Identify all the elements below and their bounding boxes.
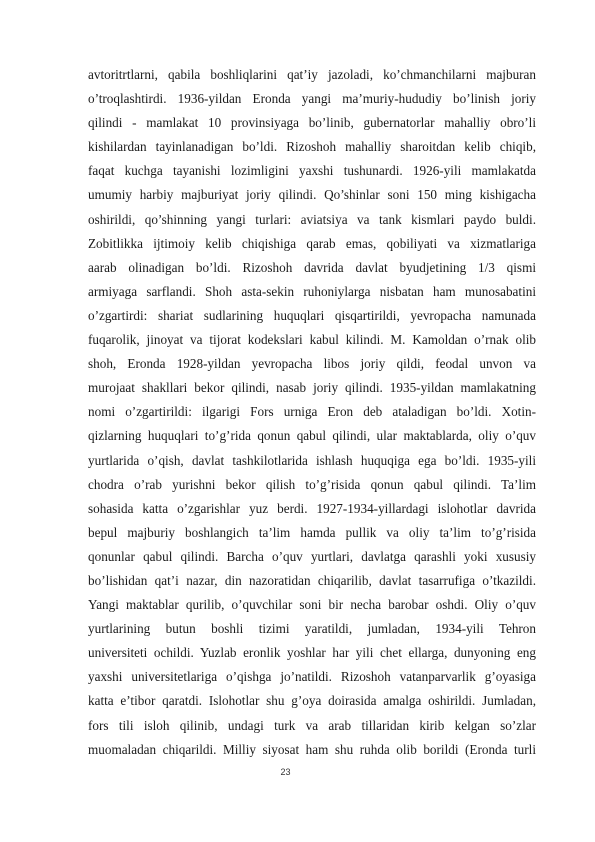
text-line: universiteti ochildi. Yuzlab eronlik yoshlar har yili chet ellarga, dunyoning eng <box>88 645 536 661</box>
text-line: bo’lishidan qat’i nazar, din nazoratidan chiqarilib, davlat tasarrufiga o’tkazildi. <box>88 572 536 588</box>
text-line: qizlarning huquqlari to’g’rida qonun qabul qilindi, ular maktablarda, oliy o’quv <box>88 428 536 444</box>
page-number-text: 23 <box>280 767 291 777</box>
page-number <box>0 767 595 777</box>
text-line: armiyaga sarflandi. Shoh asta-sekin ruhoniylarga nisbatan ham munosabatini <box>88 283 536 299</box>
document-body <box>88 63 536 762</box>
text-line: shoh, Eronda 1928-yildan yevropacha libos joriy qildi, feodal unvon va <box>88 356 536 372</box>
text-line: aarab olinadigan bo’ldi. Rizoshoh davrida davlat byudjetining 1/3 qismi <box>88 259 536 275</box>
text-line: muomaladan chiqarildi. Milliy siyosat ham shu ruhda olib borildi (Eronda turli <box>88 741 536 757</box>
text-line: fors tili isloh qilinib, undagi turk va arab tillaridan kirib kelgan so’zlar <box>88 717 536 733</box>
text-line: avtoritrtlarni, qabila boshliqlarini qat’iy jazoladi, ko’chmanchilarni majburan <box>88 67 536 82</box>
text-line: o’zgartirdi: shariat sudlarining huquqlari qisqartirildi, yevropacha namunada <box>88 307 536 323</box>
text-line: qonunlar qabul qilindi. Barcha o’quv yurtlari, davlatga qarashli yoki xususiy <box>88 548 536 564</box>
text-line: yurtlarining butun boshli tizimi yaratildi, jumladan, 1934-yili Tehron <box>88 621 536 637</box>
text-line: o’troqlashtirdi. 1936-yildan Eronda yangi ma’muriy-hududiy bo’linish joriy <box>88 91 536 107</box>
text-line: Yangi maktablar qurilib, o’quvchilar soni bir necha barobar oshdi. Oliy o’quv <box>88 597 536 613</box>
text-line: fuqarolik, jinoyat va tijorat kodekslari kabul kilindi. M. Kamoldan o’rnak olib <box>88 332 536 348</box>
text-line: katta e’tibor qaratdi. Islohotlar shu g’oya doirasida amalga oshirildi. Jumladan, <box>88 693 536 709</box>
text-line: sohasida katta o’zgarishlar yuz berdi. 1927-1934-yillardagi islohotlar davrida <box>88 500 536 516</box>
text-line: kishilardan tayinlanadigan bo’ldi. Rizoshoh mahalliy sharoitdan kelib chiqib, <box>88 139 536 155</box>
text-line: chodra o’rab yurishni bekor qilish to’g’risida qonun qabul qilindi. Ta’lim <box>88 476 536 492</box>
text-line: Zobitlikka ijtimoiy kelib chiqishiga qarab emas, qobiliyati va xizmatlariga <box>88 235 536 251</box>
text-line: faqat kuchga tayanishi lozimligini yaxshi tushunardi. 1926-yili mamlakatda <box>88 163 536 179</box>
text-line: nomi o’zgartirildi: ilgarigi Fors urniga Eron deb ataladigan bo’ldi. Xotin- <box>88 404 536 420</box>
text-line: umumiy harbiy majburiyat joriy qilindi. Qo’shinlar soni 150 ming kishigacha <box>88 187 536 203</box>
text-line: yaxshi universitetlariga o’qishga jo’natildi. Rizoshoh vatanparvarlik g’oyasiga <box>88 669 536 685</box>
text-line: yurtlarida o’qish, davlat tashkilotlarida ishlash huquqiga ega bo’ldi. 1935-yili <box>88 452 536 468</box>
text-line: bepul majburiy boshlangich ta’lim hamda pullik va oliy ta’lim to’g’risida <box>88 524 536 540</box>
text-line: oshirildi, qo’shinning yangi turlari: aviatsiya va tank kismlari paydo buldi. <box>88 211 536 227</box>
text-line: qilindi - mamlakat 10 provinsiyaga bo’linib, gubernatorlar mahalliy obro’li <box>88 115 536 131</box>
text-line: murojaat shakllari bekor qilindi, nasab joriy qilindi. 1935-yildan mamlakatning <box>88 380 536 396</box>
